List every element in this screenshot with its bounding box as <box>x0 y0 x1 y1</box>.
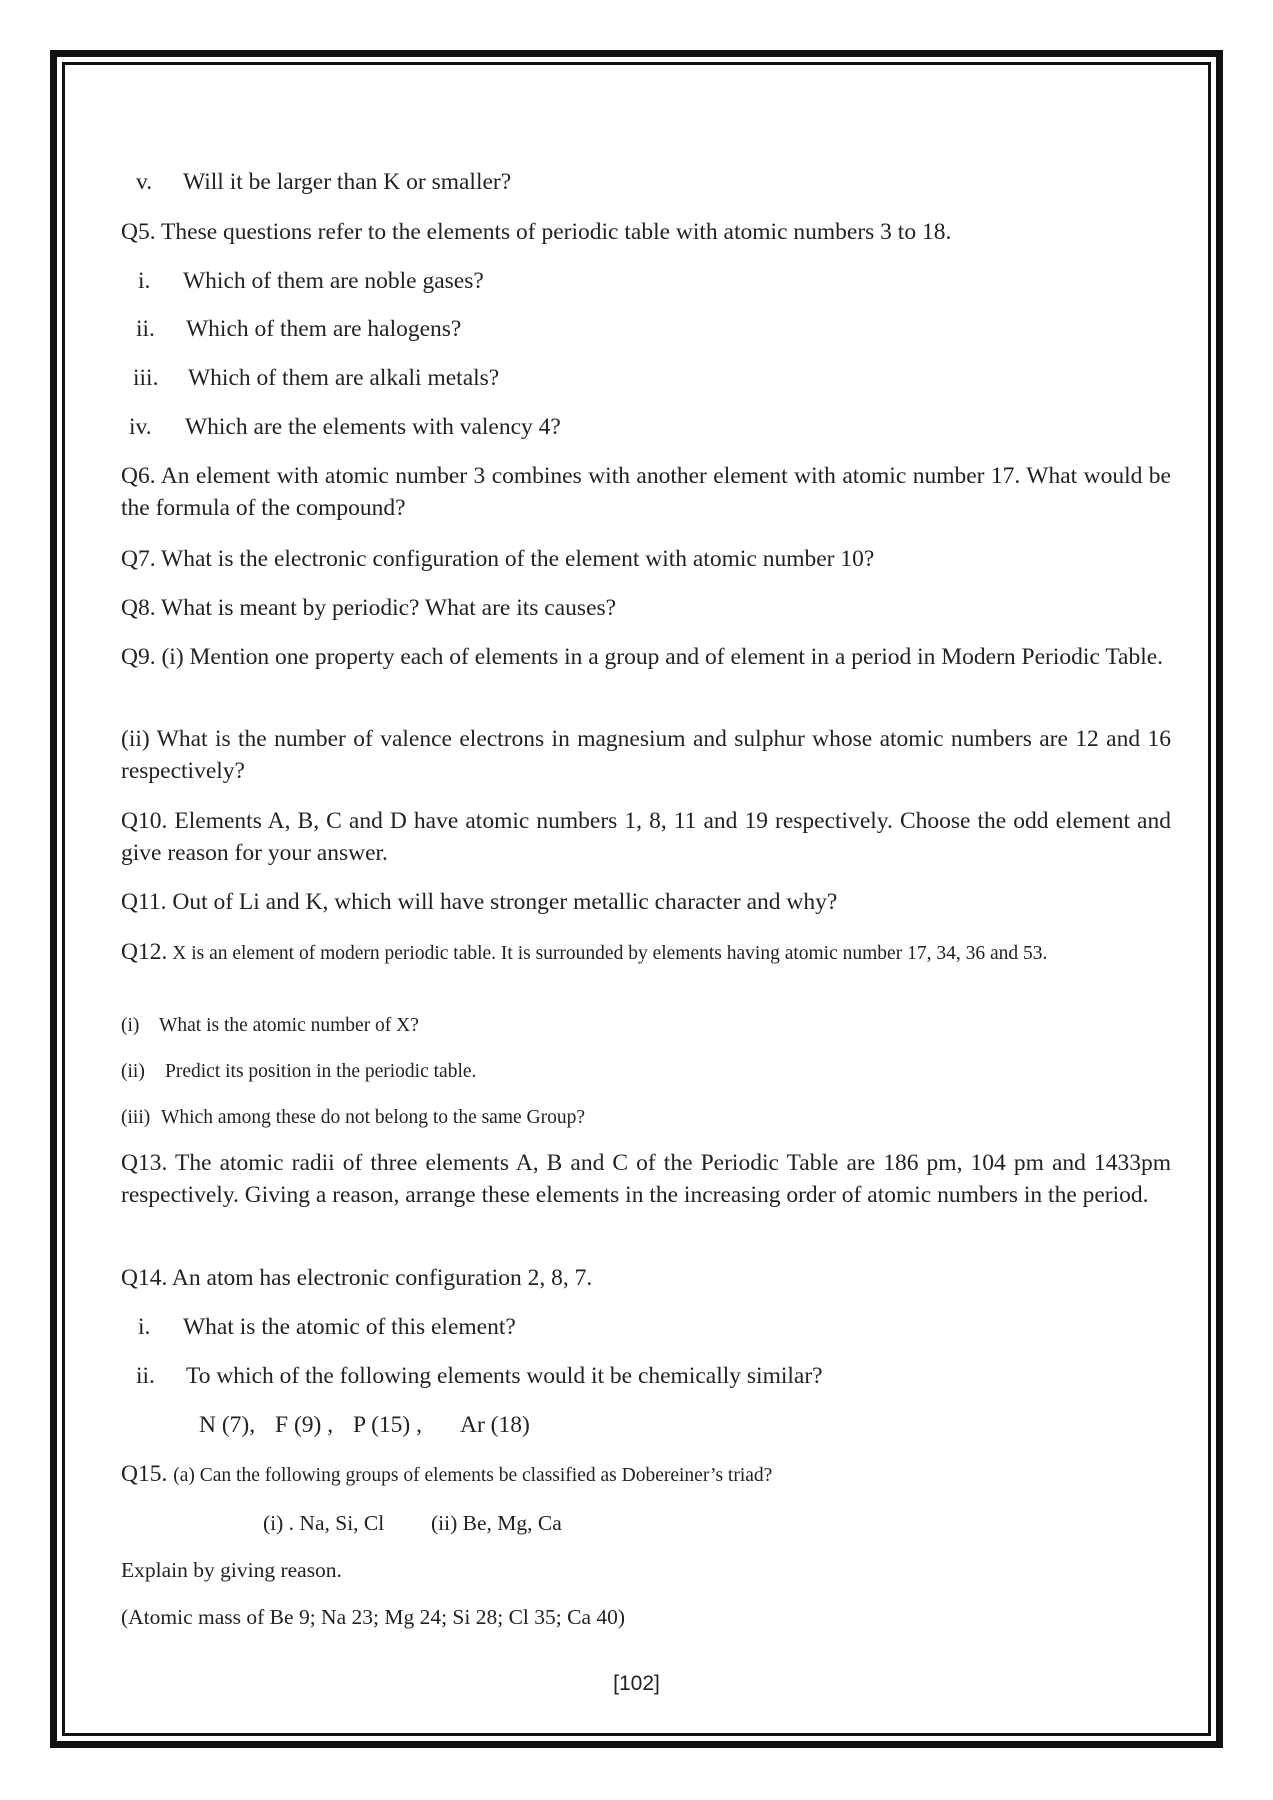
item-text: Which among these do not belong to the same Group? <box>161 1107 586 1128</box>
q5-question: Q5. These questions refer to the elements of periodic table with atomic numbers 3 to 18. <box>121 219 952 245</box>
item-label: iv. <box>129 414 152 440</box>
q5-item-i <box>121 265 1171 297</box>
item-text: Which are the elements with valency 4? <box>185 414 561 440</box>
q5-item-iii <box>121 362 1171 394</box>
q5-item-ii <box>121 313 1171 345</box>
item-label: (iii) <box>121 1107 151 1128</box>
q9-part-ii: (ii) What is the number of valence electrons in magnesium and sulphur whose atomic numbers are 12 and 16 respectively? <box>121 726 1171 784</box>
item-text: To which of the following elements would it be chemically similar? <box>186 1363 823 1389</box>
option-ar: Ar (18) <box>460 1412 530 1438</box>
q12-text: X is an element of modern periodic table. It is surrounded by elements having atomic number 17, 34, 36 and 53. <box>172 943 1048 964</box>
item-text: What is the atomic of this element? <box>183 1314 516 1340</box>
q12-item-ii <box>121 1058 1171 1086</box>
q14-item-i <box>121 1311 1171 1343</box>
option-p: P (15) , <box>353 1412 422 1438</box>
q15-label: Q15. <box>121 1461 168 1487</box>
q15-group-ii: (ii) Be, Mg, Ca <box>431 1511 562 1535</box>
q15-text: (a) Can the following groups of elements be classified as Dobereiner’s triad? <box>173 1465 773 1486</box>
item-text: Predict its position in the periodic table. <box>165 1061 477 1082</box>
q5-item-iv <box>121 411 1171 443</box>
item-label: ii. <box>136 316 155 342</box>
q14-item-ii <box>121 1360 1171 1392</box>
page-number: [102] <box>613 1672 660 1695</box>
q15-groups <box>121 1507 1171 1539</box>
q12-item-i <box>121 1012 1171 1040</box>
q12-question <box>121 938 1171 968</box>
item-text: Which of them are halogens? <box>186 316 462 342</box>
q12-item-iii <box>121 1104 1171 1132</box>
q8-question: Q8. What is meant by periodic? What are its causes? <box>121 595 617 621</box>
option-n: N (7), <box>199 1412 256 1438</box>
q15-explain: Explain by giving reason. <box>121 1558 342 1582</box>
q14-options <box>121 1409 1171 1441</box>
q7-question: Q7. What is the electronic configuration of the element with atomic number 10? <box>121 546 875 572</box>
item-label: i. <box>138 1314 151 1340</box>
item-text: Which of them are noble gases? <box>183 268 484 294</box>
q13-question: Q13. The atomic radii of three elements A, B and C of the Periodic Table are 186 pm, 104 pm and 1433pm respectively. Giving a reason, arrange these elements in the increasing order of atomic numbers in the period. <box>121 1150 1171 1208</box>
item-label: v. <box>136 169 153 195</box>
item-label: (ii) <box>121 1061 145 1082</box>
q15-group-i: (i) . Na, Si, Cl <box>263 1511 385 1535</box>
item-label: i. <box>138 268 151 294</box>
q12-label: Q12. <box>121 939 168 965</box>
q4-item-v <box>121 166 1171 198</box>
item-text: Will it be larger than K or smaller? <box>183 169 512 195</box>
q14-question: Q14. An atom has electronic configuration 2, 8, 7. <box>121 1265 593 1291</box>
q15-masses: (Atomic mass of Be 9; Na 23; Mg 24; Si 28; Cl 35; Ca 40) <box>121 1605 626 1629</box>
item-label: (i) <box>121 1015 140 1036</box>
q11-question: Q11. Out of Li and K, which will have stronger metallic character and why? <box>121 889 838 915</box>
item-label: iii. <box>133 365 159 391</box>
option-f: F (9) , <box>275 1412 334 1438</box>
item-label: ii. <box>136 1363 155 1389</box>
q6-question: Q6. An element with atomic number 3 combines with another element with atomic number 17. What would be the formula of the compound? <box>121 463 1171 521</box>
item-text: Which of them are alkali metals? <box>188 365 500 391</box>
q9-part-i: Q9. (i) Mention one property each of elements in a group and of element in a period in Modern Periodic Table. <box>121 644 1164 670</box>
item-text: What is the atomic number of X? <box>159 1015 419 1036</box>
q10-question: Q10. Elements A, B, C and D have atomic numbers 1, 8, 11 and 19 respectively. Choose the odd element and give reason for your answer. <box>121 808 1171 866</box>
q15-question <box>121 1458 1171 1490</box>
